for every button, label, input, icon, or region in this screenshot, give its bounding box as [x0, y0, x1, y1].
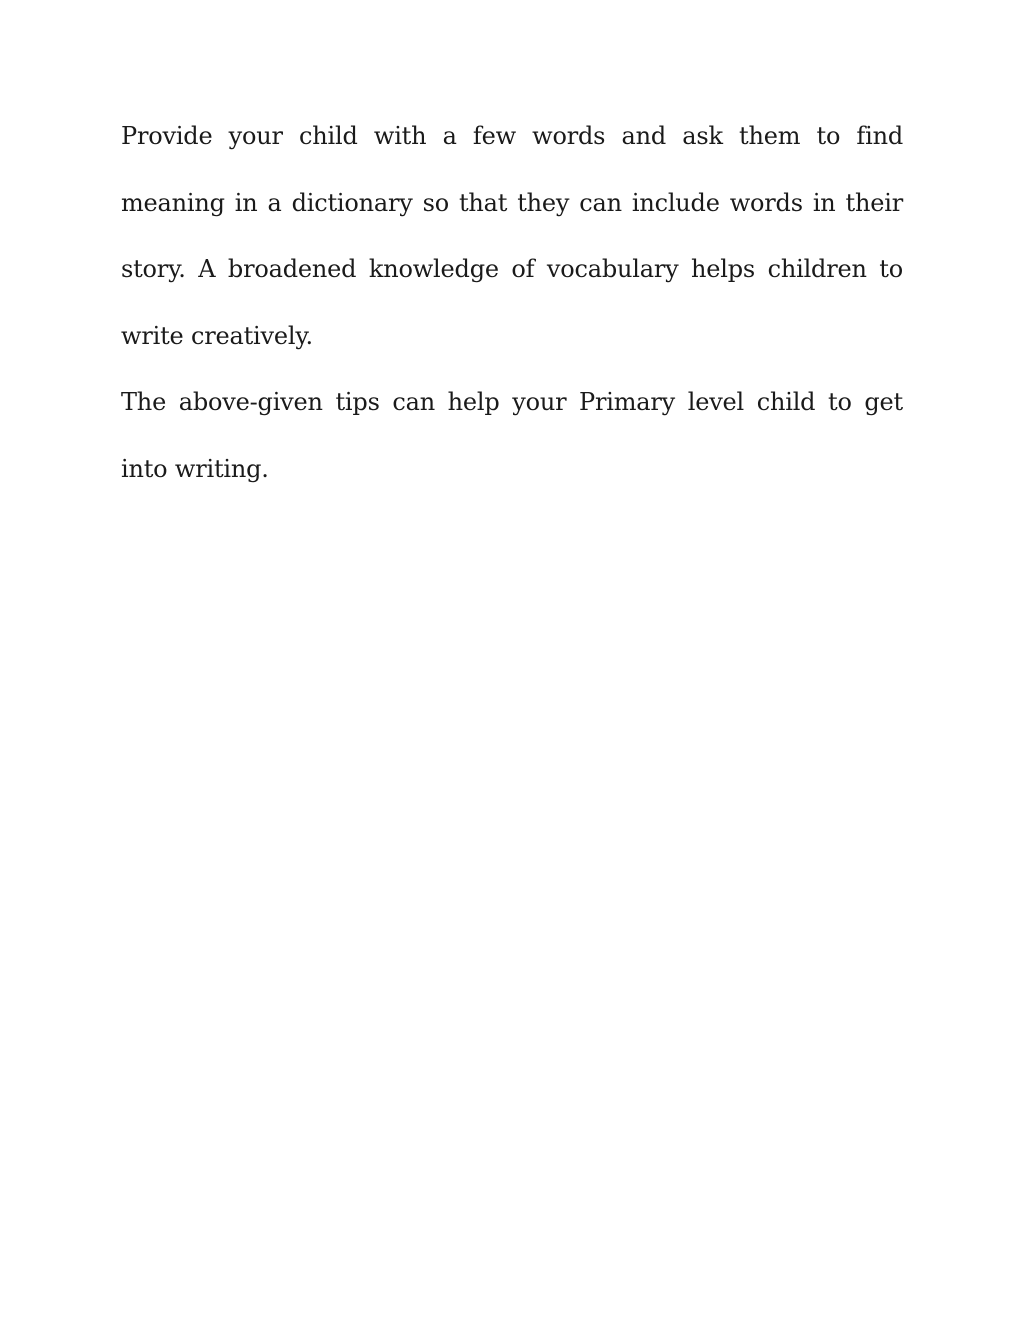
- paragraph-vocabulary-tip: Provide your child with a few words and ask them to find meaning in a dictionary so that they can include words in their story. A broadened knowledge of vocabulary helps children to write creatively.: [121, 122, 903, 350]
- document-body: [121, 103, 903, 502]
- paragraph-conclusion: The above-given tips can help your Primary level child to get into writing.: [121, 388, 903, 483]
